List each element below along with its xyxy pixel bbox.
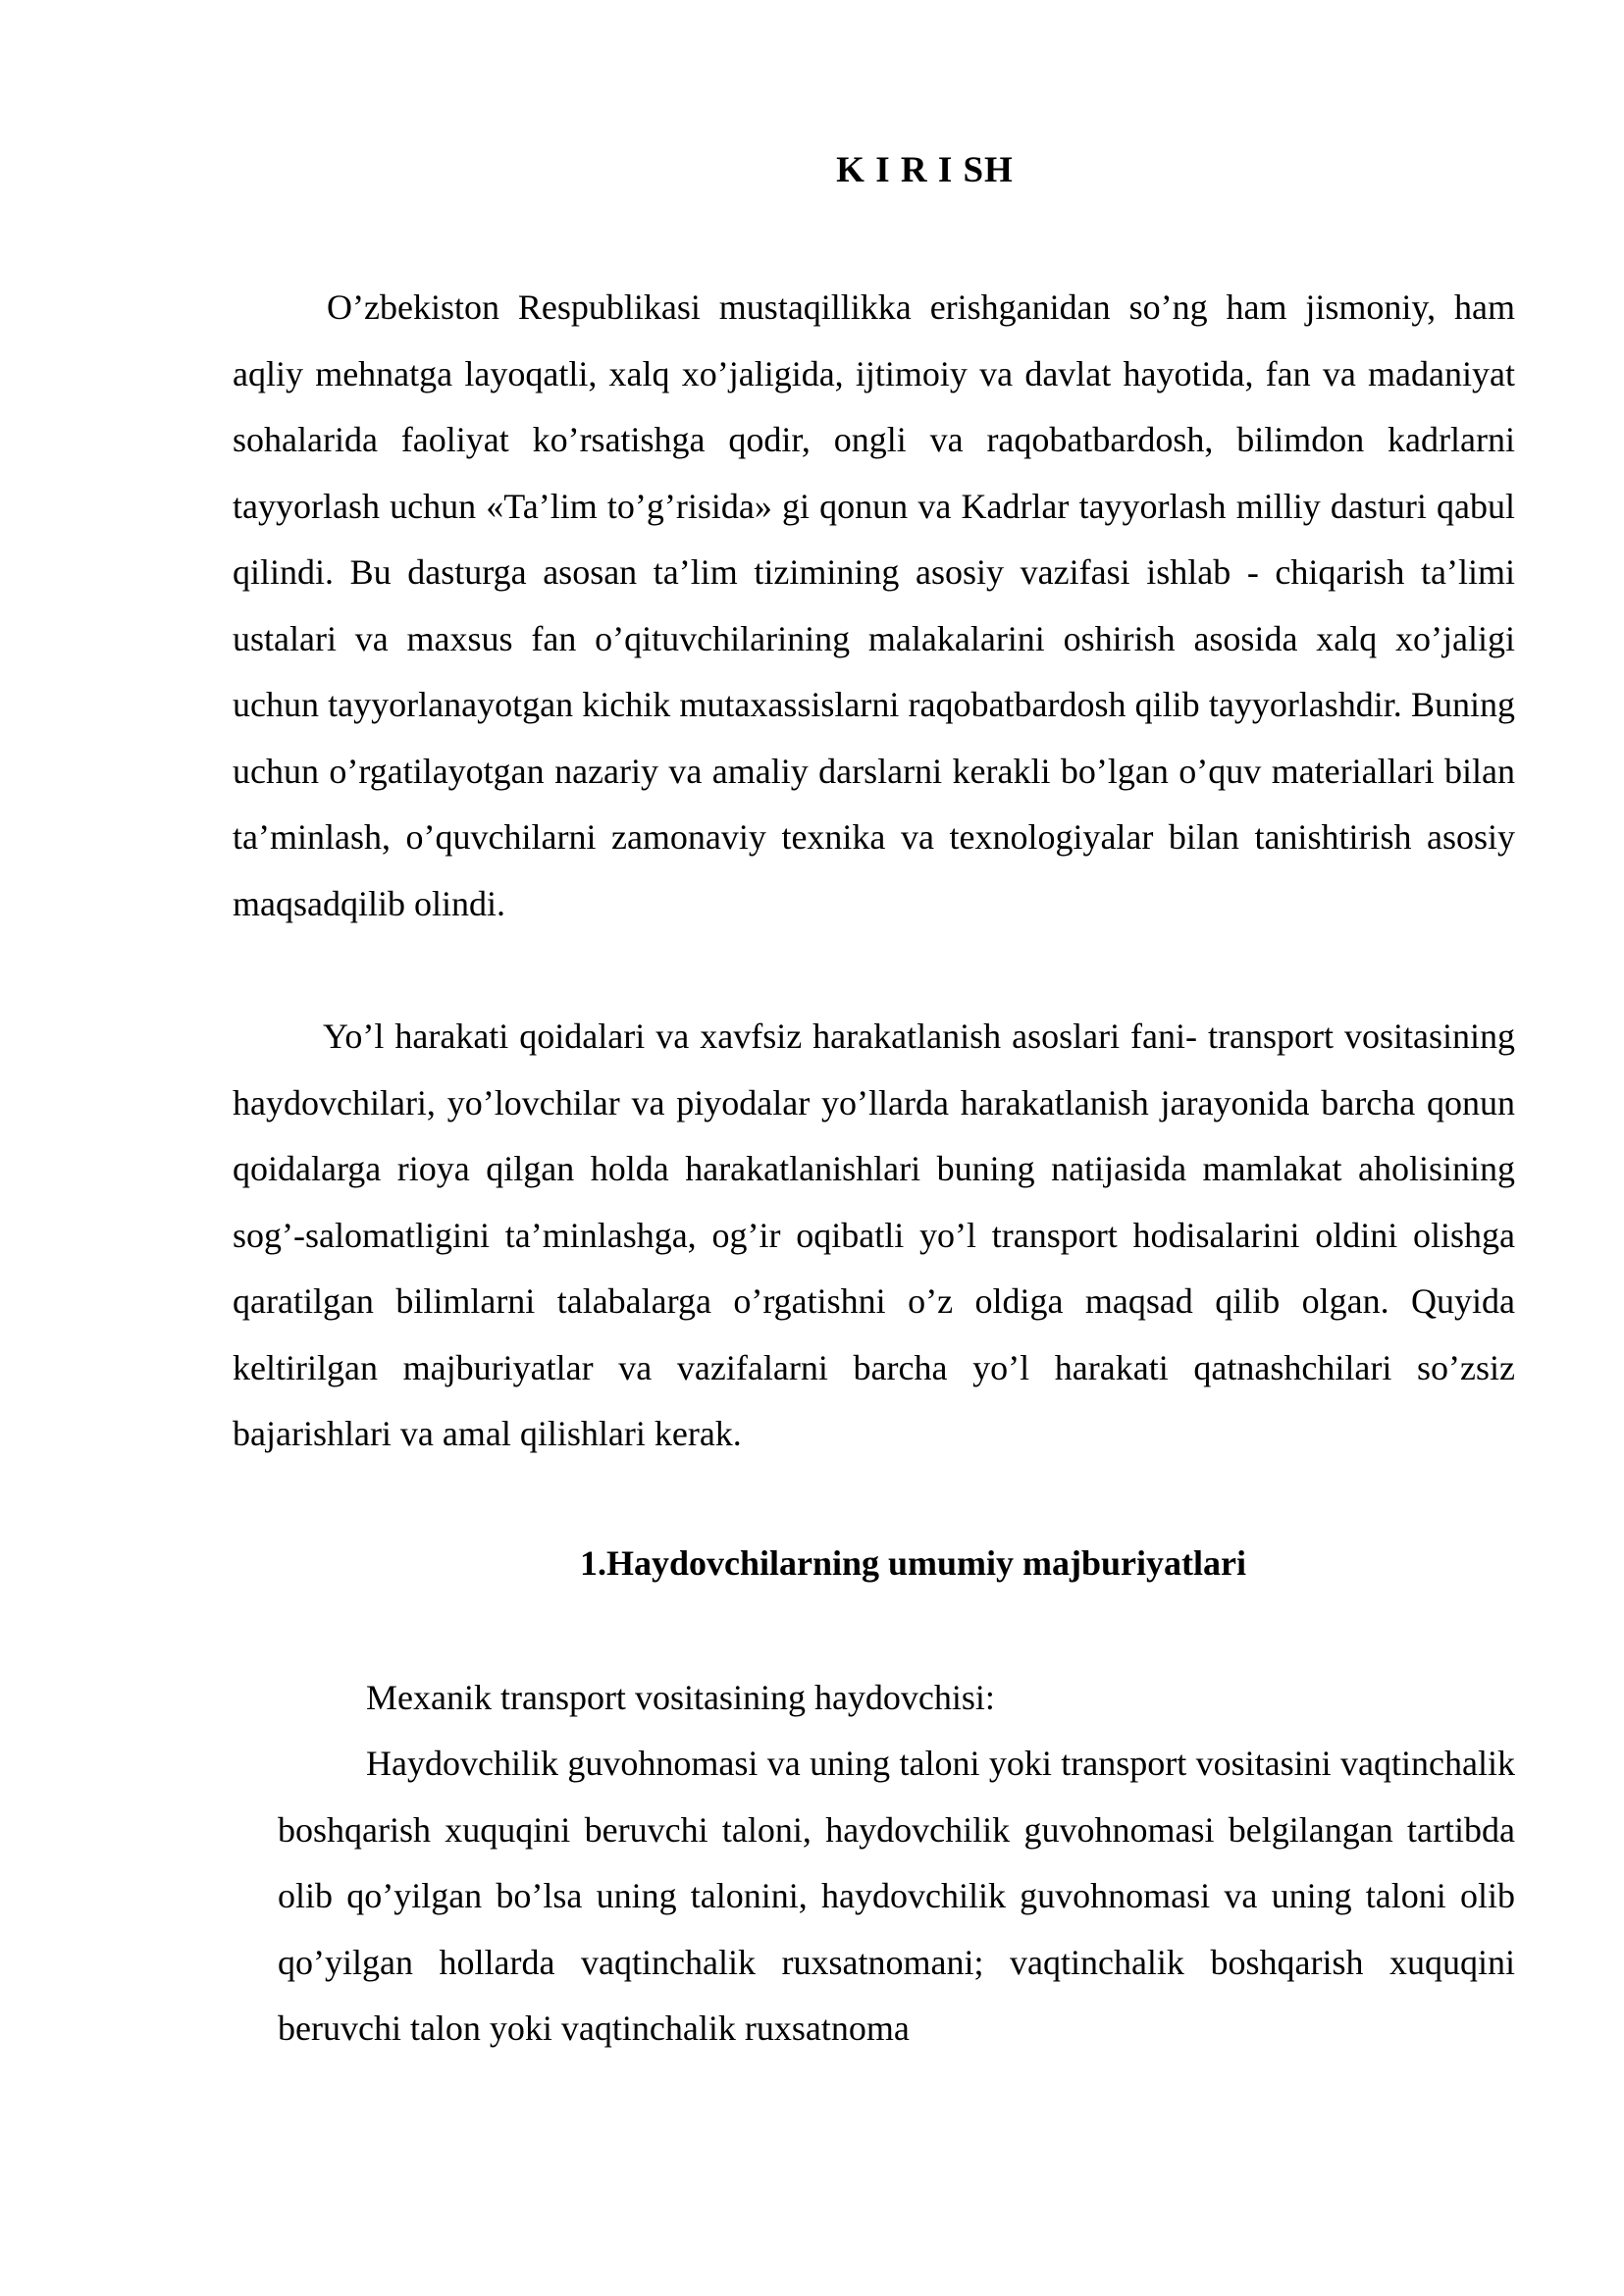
section-heading	[233, 1531, 1515, 1596]
section-subtitle: Mexanik transport vositasining haydovchisi:	[366, 1678, 995, 1717]
intro-paragraph-1: O’zbekiston Respublikasi mustaqillikka erishganidan so’ng ham jismoniy, ham aqliy mehnatga layoqatli, xalq xo’jaligida, ijtimoiy va davlat hayotida, fan va madaniyat sohalarida faoliyat ko’rsatishga qodir, ongli va raqobatbardosh, bilimdon kadrlarni tayyorlash uchun «Ta’lim to’g’risida» gi qonun va Kadrlar tayyorlash milliy dasturi qabul qilindi. Bu dasturga asosan ta’lim tizimining asosiy vazifasi ishlab - chiqarish ta’limi ustalari va maxsus fan o’qituvchilarining malakalarini oshirish asosida xalq xo’jaligi uchun tayyorlanayotgan kichik mutaxassislarni raqobatbardosh qilib tayyorlashdir. Buning uchun o’rgatilayotgan nazariy va amaliy darslarni kerakli bo’lgan o’quv materiallari bilan ta’minlash, o’quvchilarni zamonaviy texnika va texnologiyalar bilan tanishtirish asosiy maqsadqilib olindi.	[233, 287, 1515, 923]
page-title	[0, 149, 1624, 191]
section-paragraph: Haydovchilik guvohnomasi va uning taloni yoki transport vositasini vaqtinchalik boshqarish xuquqini beruvchi taloni, haydovchilik guvohnomasi belgilangan tartibda olib qo’yilgan bo’lsa uning talonini, haydovchilik guvohnomasi va uning taloni olib qo’yilgan hollarda vaqtinchalik ruxsatnomani; vaqtinchalik boshqarish xuquqini beruvchi talon yoki vaqtinchalik ruxsatnoma	[278, 1744, 1515, 2048]
intro-paragraph-2: Yo’l harakati qoidalari va xavfsiz harakatlanish asoslari fani- transport vositasining haydovchilari, yo’lovchilar va piyodalar yo’llarda harakatlanish jarayonida barcha qonun qoidalarga rioya qilgan holda harakatlanishlari buning natijasida mamlakat aholisining sog’-salomatligini ta’minlashga, og’ir oqibatli yo’l transport hodisalarini oldini olishga qaratilgan bilimlarni talabalarga o’rgatishni o’z oldiga maqsad qilib olgan. Quyida keltirilgan majburiyatlar va vazifalarni barcha yo’l harakati qatnashchilari so’zsiz bajarishlari va amal qilishlari kerak.	[233, 1017, 1515, 1453]
page-title-text: K I R I SH	[836, 150, 1014, 190]
section-heading-text: 1.Haydovchilarning umumiy majburiyatlari	[579, 1543, 1247, 1583]
